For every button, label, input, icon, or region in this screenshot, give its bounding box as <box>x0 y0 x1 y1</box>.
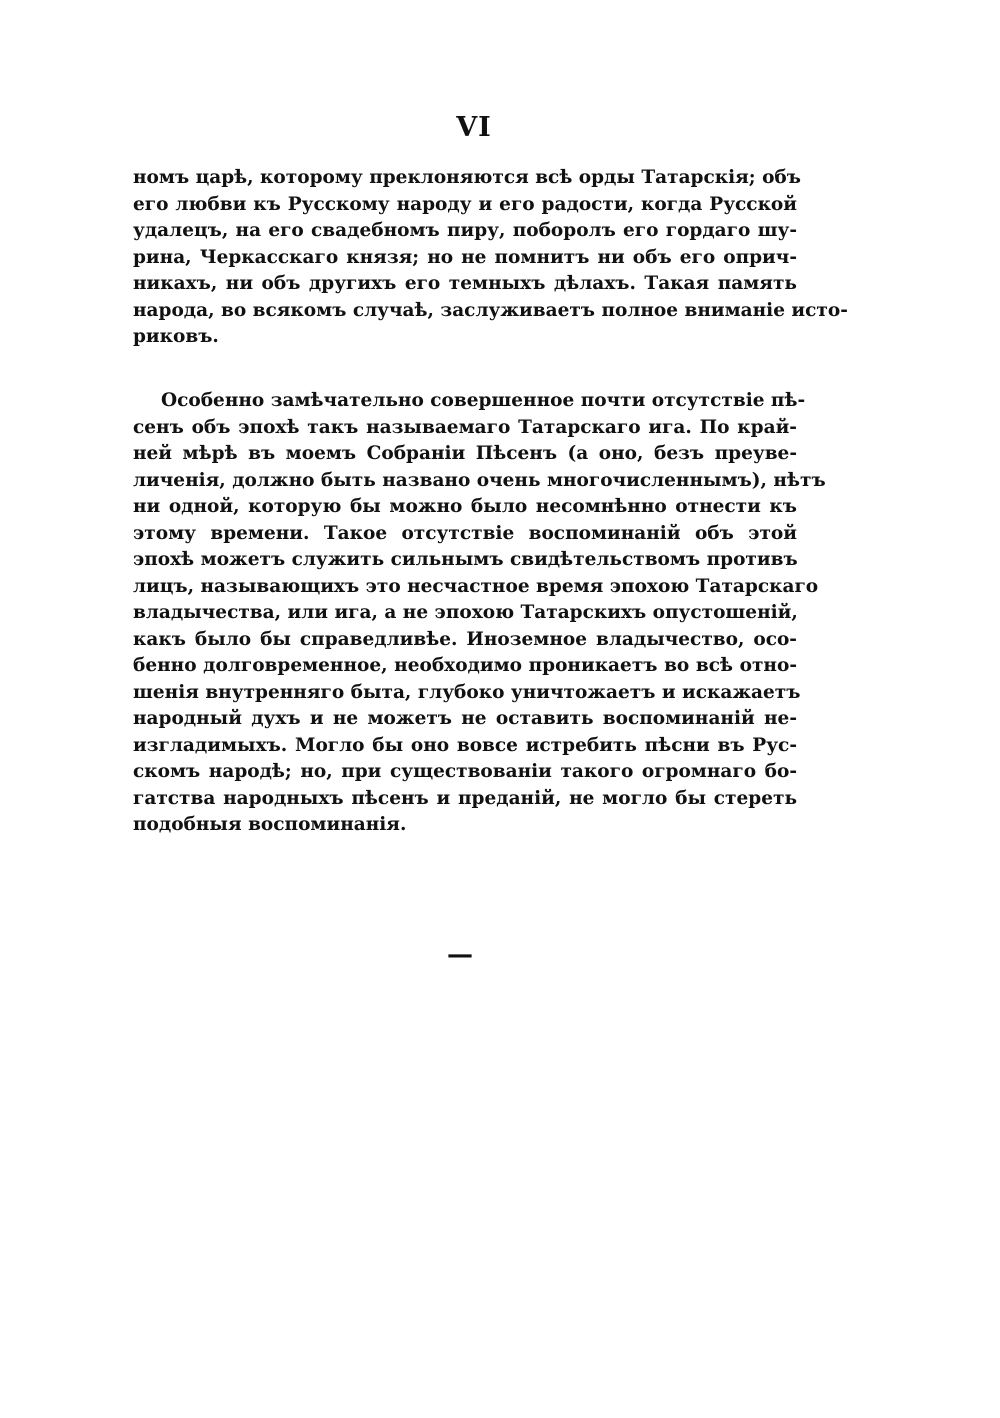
text-line: владычества, или ига, а не эпохою Татарскихъ опустошеній, <box>133 602 798 623</box>
text-line: личенія, должно быть названо очень многочисленнымъ), нѣтъ <box>133 469 826 491</box>
text-line: риковъ. <box>133 326 219 347</box>
text-line: ни одной, которую бы можно было несомнѣнно отнести къ <box>133 496 797 517</box>
text-line: народа, во всякомъ случаѣ, заслуживаетъ полное вниманіе исто- <box>133 299 848 321</box>
text-line: Особенно замѣчательно совершенное почти отсутствіе пѣ- <box>161 390 806 411</box>
closing-dash: — <box>447 940 473 970</box>
text-line: скомъ народѣ; но, при существованіи такого огромнаго бо- <box>133 761 797 782</box>
page-number: VI <box>456 112 492 143</box>
text-line: рина, Черкасскаго князя; но не помнитъ ни объ его оприч- <box>133 246 797 268</box>
text-line: бенно долговременное, необходимо проникаетъ во всѣ отно- <box>133 655 797 676</box>
text-line: сенъ объ эпохѣ такъ называемаго Татарскаго ига. По край- <box>133 416 797 438</box>
text-line: удалецъ, на его свадебномъ пиру, поборолъ его гордаго шу- <box>133 220 797 241</box>
text-line: народный духъ и не можетъ не оставить воспоминаній не- <box>133 708 797 729</box>
paragraph-2 <box>133 388 826 839</box>
text-line: ней мѣрѣ въ моемъ Собраніи Пѣсенъ (а оно, безъ преуве- <box>133 443 797 464</box>
text-line: номъ царѣ, которому преклоняются всѣ орды Татарскія; объ <box>133 167 801 188</box>
text-line: никахъ, ни объ другихъ его темныхъ дѣлахъ. Такая память <box>133 273 797 294</box>
text-line: гатства народныхъ пѣсенъ и преданій, не могло бы стереть <box>133 787 797 809</box>
text-line: его любви къ Русскому народу и его радости, когда Русской <box>133 193 797 215</box>
text-line: шенія внутренняго быта, глубоко уничтожаетъ и искажаетъ <box>133 681 801 703</box>
text-line: изгладимыхъ. Могло бы оно вовсе истребить пѣсни въ Рус- <box>133 734 797 756</box>
text-line: этому времени. Такое отсутствіе воспоминаній объ этой <box>133 522 797 544</box>
paragraph-1 <box>133 165 848 351</box>
text-line: подобныя воспоминанія. <box>133 814 407 835</box>
text-line: какъ было бы справедливѣе. Иноземное владычество, осо- <box>133 628 797 650</box>
text-line: лицъ, называющихъ это несчастное время эпохою Татарскаго <box>133 575 819 597</box>
text-line: эпохѣ можетъ служить сильнымъ свидѣтельствомъ противъ <box>133 549 798 570</box>
